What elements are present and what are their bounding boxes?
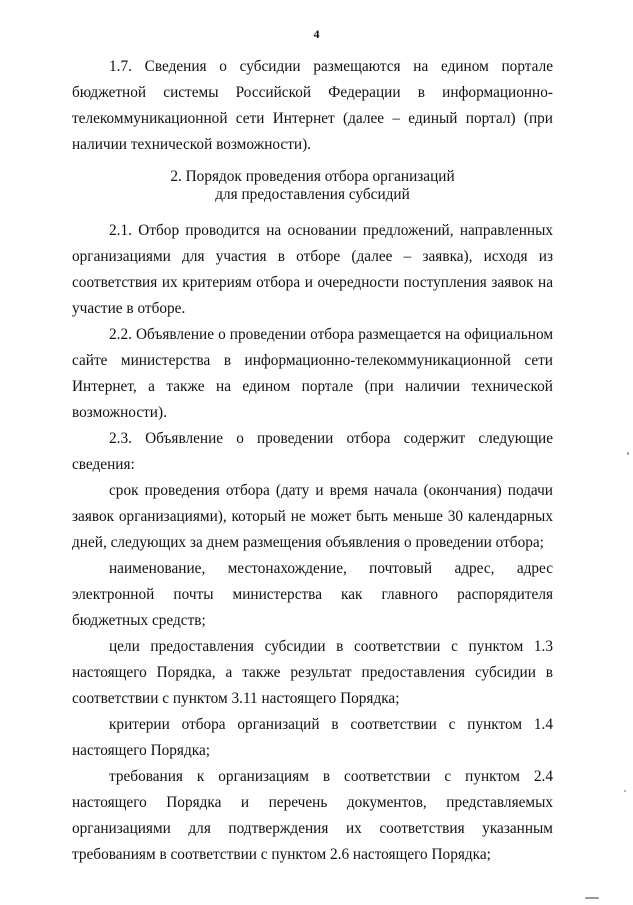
- paragraph-2-2: 2.2. Объявление о проведении отбора размещается на официальном сайте министерства в информационно-телекоммуникационной сети Интернет, а также на едином портале (при наличии технической возможности).: [72, 326, 553, 421]
- document-body: [72, 54, 553, 868]
- paragraph-deadline: срок проведения отбора (дату и время начала (окончания) подачи заявок организациями), который не может быть меньше 30 календарных дней, следующих за днем размещения объявления о проведении отбора;: [72, 482, 553, 551]
- section-heading: [72, 168, 553, 204]
- section-heading-line-2: для предоставления субсидий: [215, 186, 410, 203]
- paragraph-subsidy-goals: цели предоставления субсидии в соответствии с пунктом 1.3 настоящего Порядка, а также результат предоставления субсидии в соответствии с пунктом 3.11 настоящего Порядка;: [72, 638, 553, 707]
- section-heading-line-1: 2. Порядок проведения отбора организаций: [170, 168, 455, 185]
- scan-artifact: [585, 897, 599, 899]
- paragraph-requirements: требования к организациям в соответствии с пунктом 2.4 настоящего Порядка и перечень документов, представляемых организациями для подтверждения их соответствия указанным требованиям в соответствии с пунктом 2.6 настоящего Порядка;: [72, 768, 553, 863]
- paragraph-ministry-contacts: наименование, местонахождение, почтовый адрес, адрес электронной почты министерства как главного распорядителя бюджетных средств;: [72, 560, 553, 629]
- page-number: 4: [313, 27, 320, 41]
- paragraph-1-7: 1.7. Сведения о субсидии размещаются на едином портале бюджетной системы Российской Федерации в информационно-телекоммуникационной сети Интернет (далее – единый портал) (при наличии технической возможности).: [72, 58, 553, 153]
- paragraph-2-1: 2.1. Отбор проводится на основании предложений, направленных организациями для участия в отборе (далее – заявка), исходя из соответствия их критериям отбора и очередности поступления заявок на участие в отборе.: [72, 222, 553, 317]
- paragraph-2-3: 2.3. Объявление о проведении отбора содержит следующие сведения:: [72, 430, 553, 473]
- scan-artifact: [624, 790, 626, 792]
- paragraph-selection-criteria: критерии отбора организаций в соответствии с пунктом 1.4 настоящего Порядка;: [72, 716, 553, 759]
- scan-artifact: [627, 452, 629, 455]
